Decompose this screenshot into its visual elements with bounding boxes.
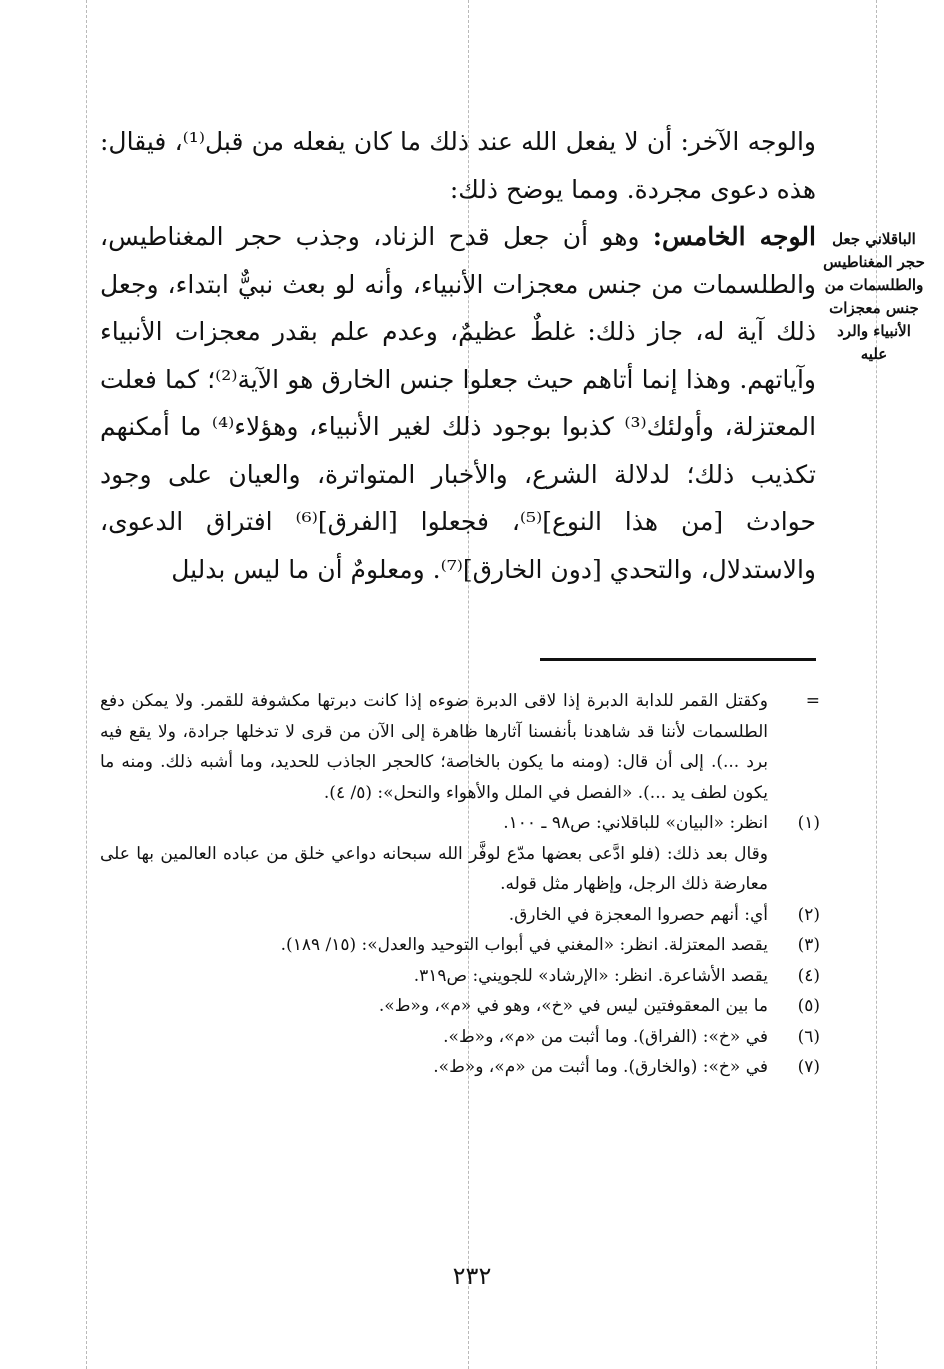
footnote-number (768, 839, 820, 900)
paragraph-2 (100, 213, 816, 593)
footnote-item (100, 930, 820, 961)
footnote-item (100, 839, 820, 900)
paragraph-text: والوجه الآخر: أن لا يفعل الله عند ذلك ما كان يفعله من قبل⁽¹⁾، فيقال: هذه دعوى مجردة. ومما يوضح ذلك: (100, 127, 816, 204)
footnote-text: يقصد المعتزلة. انظر: «المغني في أبواب التوحيد والعدل»: (١٥/ ١٨٩). (280, 935, 768, 955)
footnote-item (100, 686, 820, 808)
footnote-text: وقال بعد ذلك: (فلو ادَّعى بعضها مدّع لوفَّر الله سبحانه دواعي خلق من عباده العالمين بها على معارضة ذلك الرجل، وإظهار مثل قوله. (100, 843, 768, 894)
footnote-number: (٦) (797, 1026, 820, 1047)
footnote-number: (١) (797, 813, 820, 833)
footnote-separator (540, 658, 816, 661)
footnote-text: وكقتل القمر للدابة الدبرة إذا لاقى الدبرة ضوءه إذا كانت دبرتها مكشوفة للقمر. ولا يمكن دفع الطلسمات لأننا قد شاهدنا بأنفسنا آثارها ظاهرة إلى الآن من قرى لا تدخلها جرادة، ولا يقع فيه برد ...). إلى أن قال: (ومنه ما يكون بالخاصة؛ كالحجر الجاذب للحديد، وما أشبه ذلك. ومنه ما يكون لطف يد ...). «الفصل في الملل والأهواء والنحل»: (٥/ ٤). (100, 691, 768, 803)
paragraph-1 (100, 118, 816, 213)
footnote-item (100, 1022, 820, 1053)
footnote-text: ما بين المعقوفتين ليس في «خ»، وهو في «م»، و«ط». (378, 996, 768, 1016)
page-number: ٢٣٢ (452, 1262, 492, 1290)
footnote-number: = (805, 691, 820, 711)
footnote-text: في «خ»: (والخارق). وما أثبت من «م»، و«ط». (433, 1057, 768, 1077)
footnote-text: أي: أنهم حصروا المعجزة في الخارق. (508, 904, 768, 925)
paragraph-text: وهو أن جعل قدح الزناد، وجذب حجر المغناطيس، والطلسمات من جنس معجزات الأنبياء، وأنه لو بعث نبيٌّ ابتداء، وجعل ذلك آية له، جاز ذلك: غلطٌ عظيمٌ، وعدم علم بقدر معجزات الأنبياء وآياتهم. وهذا إنما أتاهم حيث جعلوا جنس الخارق هو الآية⁽²⁾؛ كما فعلت المعتزلة، وأولئك⁽³⁾ كذبوا بوجود ذلك لغير الأنبياء، وهؤلاء⁽⁴⁾ ما أمكنهم تكذيب ذلك؛ لدلالة الشرع، والأخبار المتواترة، والعيان على وجود حوادث [من هذا النوع]⁽⁵⁾، فجعلوا [الفرق]⁽⁶⁾ افتراق الدعوى، والاستدلال، والتحدي [دون الخارق]⁽⁷⁾. ومعلومٌ أن ما ليس بدليل (100, 222, 817, 584)
footnote-item (100, 900, 820, 931)
footnote-number: (٣) (797, 935, 820, 955)
footnote-item (100, 808, 820, 839)
footnote-number: (٢) (797, 904, 820, 925)
footnote-number: (٤) (797, 965, 820, 986)
footnote-item (100, 961, 820, 992)
footnote-item (100, 1052, 820, 1083)
footnote-text: انظر: «البيان» للباقلاني: ص٩٨ ـ ١٠٠. (503, 813, 768, 833)
footnote-text: يقصد الأشاعرة. انظر: «الإرشاد» للجويني: ص٣١٩. (413, 965, 768, 986)
footnotes (100, 686, 820, 1083)
footnote-number: (٥) (797, 996, 820, 1016)
footnote-text: في «خ»: (الفراق). وما أثبت من «م»، و«ط». (443, 1026, 768, 1047)
margin-note: الباقلاني جعل حجر المغناطيس والطلسمات من جنس معجزات الأنبياء والرد عليه (823, 230, 925, 363)
footnote-number: (٧) (797, 1057, 820, 1077)
footnote-item (100, 991, 820, 1022)
main-text (100, 118, 816, 593)
paragraph-lead: الوجه الخامس: (652, 222, 816, 251)
